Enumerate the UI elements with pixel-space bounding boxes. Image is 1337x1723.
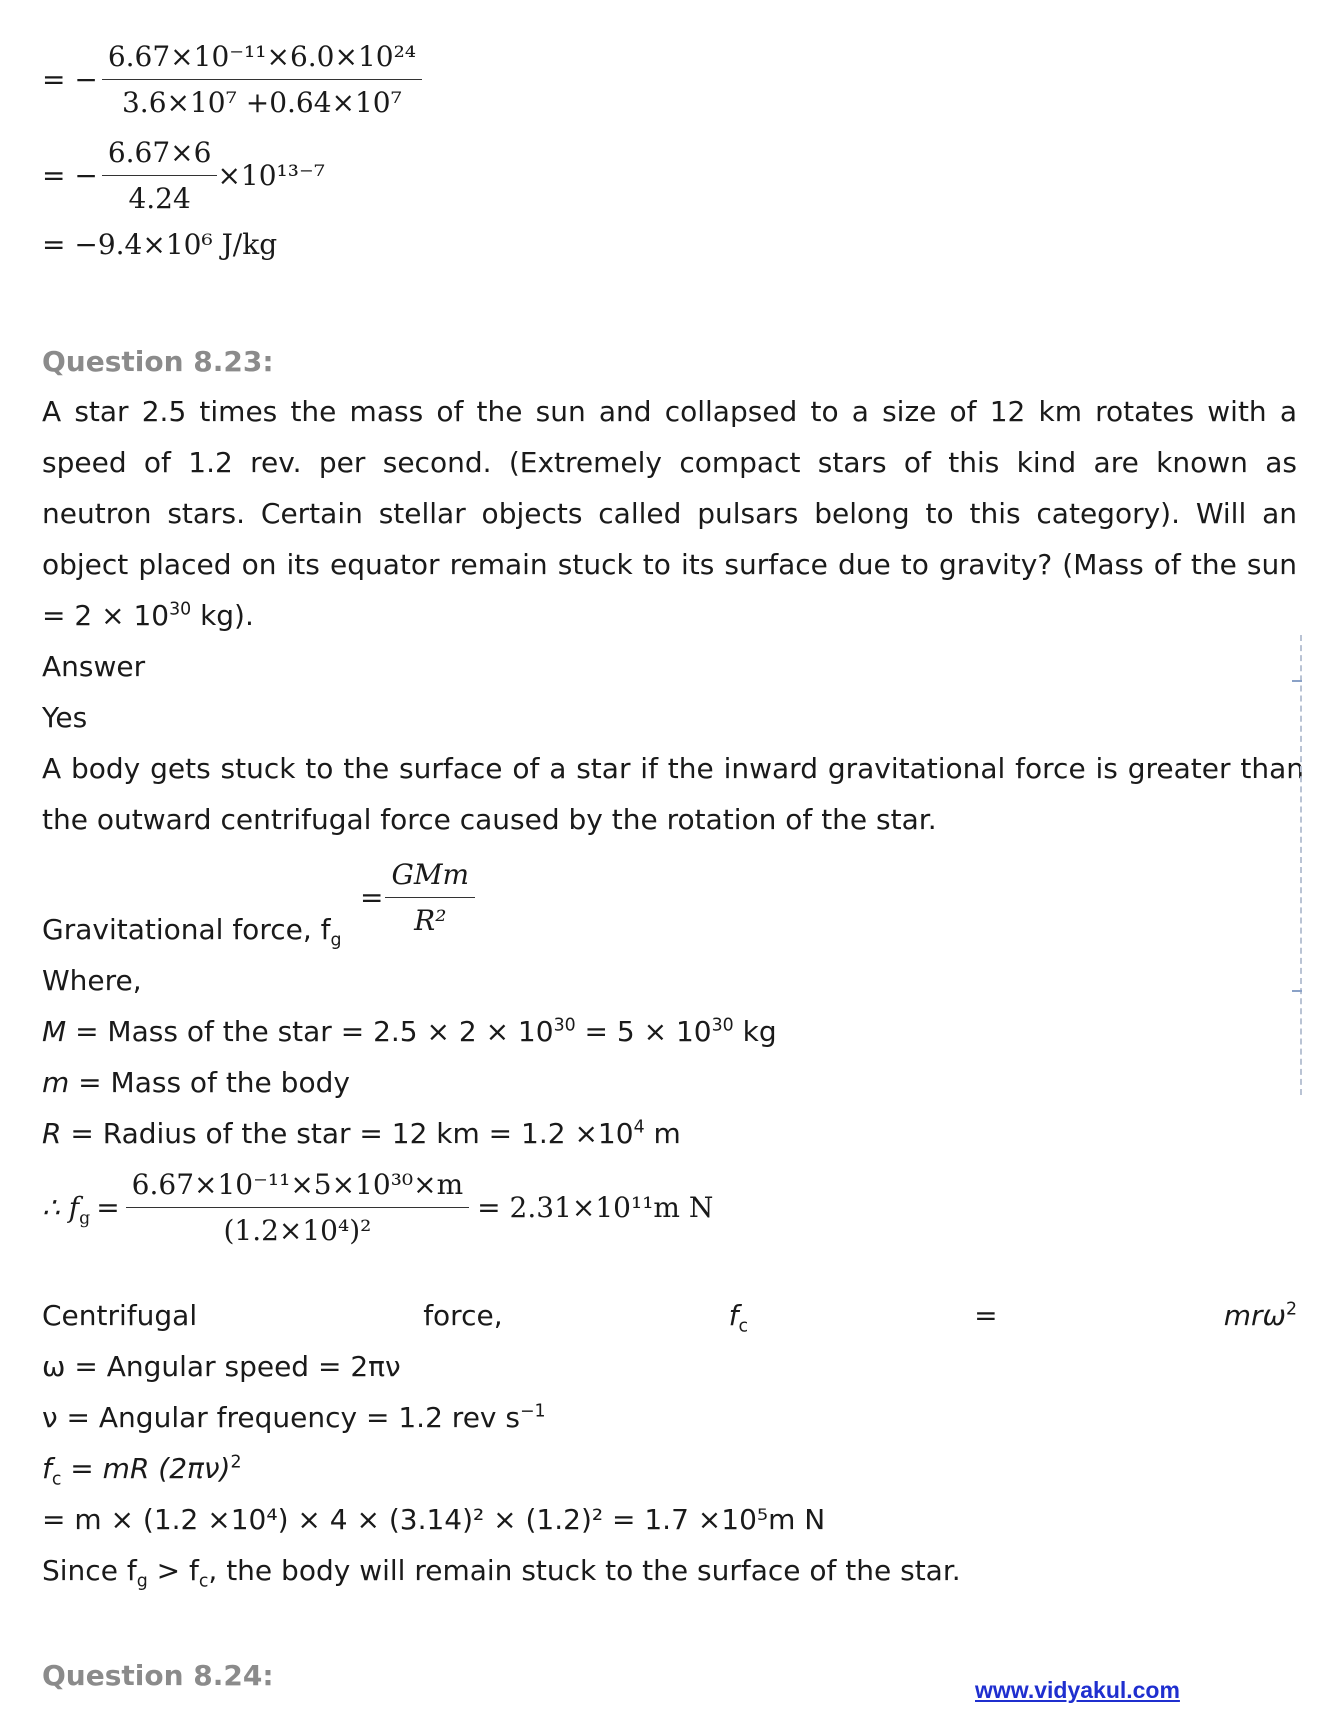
text: Gravitational force, f (42, 913, 331, 946)
numerator: 6.67×6 (107, 136, 212, 169)
fraction (385, 858, 475, 937)
numerator: GMm (391, 858, 470, 891)
text: , the body will remain stuck to the surface of the star. (208, 1554, 961, 1587)
subscript: g (79, 1208, 91, 1229)
grav-force-label (42, 904, 342, 955)
denominator: 4.24 (128, 182, 191, 215)
variable: f (728, 1299, 739, 1332)
denominator: (1.2×10⁴)² (223, 1214, 372, 1247)
variable: M (42, 1015, 67, 1048)
fraction (102, 40, 422, 119)
text: = 5 × 10 (575, 1015, 712, 1048)
exponent: 2 (1285, 1299, 1297, 1320)
fg-calculation (42, 1168, 713, 1247)
derivation-line-2 (42, 136, 325, 215)
text: = Radius of the star = 12 km = 1.2 ×10 (61, 1117, 634, 1150)
equals-sign: = (360, 881, 384, 914)
text: kg (733, 1015, 777, 1048)
question-line-1: A star 2.5 times the mass of the sun and collapsed to a size of 12 km rotates with a (42, 395, 1297, 428)
eq-prefix: = − (42, 159, 98, 192)
site-link[interactable]: www.vidyakul.com (975, 1677, 1180, 1703)
answer-label: Answer (42, 650, 146, 683)
therefore-fg (42, 1191, 91, 1229)
denominator: R² (414, 904, 447, 937)
text: = mR (2πν) (61, 1452, 231, 1485)
text: ∴ f (42, 1191, 80, 1224)
where-label: Where, (42, 964, 142, 997)
explanation-line-2: the outward centrifugal force caused by the rotation of the star. (42, 803, 937, 836)
derivation-line-1 (42, 40, 422, 119)
text: ν = Angular frequency = 1.2 rev s (42, 1401, 520, 1434)
grav-force-formula (360, 858, 475, 937)
side-tick-mark (1292, 990, 1302, 992)
subscript: c (198, 1571, 209, 1592)
nu-line (42, 1392, 546, 1443)
eq-prefix: = − (42, 63, 98, 96)
text: = 2 × 10 (42, 599, 170, 632)
equals-sign: = (96, 1191, 120, 1224)
exponent: 30 (553, 1015, 576, 1036)
conclusion-line (42, 1545, 961, 1596)
variable: R (42, 1117, 62, 1150)
exponent: 30 (169, 599, 192, 620)
exponent: 30 (711, 1015, 734, 1036)
omega-line: ω = Angular speed = 2πν (42, 1350, 401, 1383)
subscript: g (330, 930, 342, 951)
answer-yes: Yes (42, 701, 88, 734)
exponent: 4 (633, 1117, 645, 1138)
side-dashed-line (1300, 635, 1304, 1095)
variable: f (42, 1452, 52, 1485)
exponent: 2 (230, 1452, 242, 1473)
text: Since f (42, 1554, 137, 1587)
subscript: g (136, 1571, 148, 1592)
text: kg). (191, 599, 254, 632)
fc-symbol (729, 1290, 748, 1341)
numerator: 6.67×10⁻¹¹×5×10³⁰×m (131, 1168, 464, 1201)
centrifugal-line (42, 1290, 1297, 1341)
derivation-line-3: = −9.4×10⁶ J/kg (42, 228, 278, 261)
side-tick-mark (1292, 680, 1302, 682)
text: > f (147, 1554, 199, 1587)
variable: m (42, 1066, 70, 1099)
question-line-4: object placed on its equator remain stuck to its surface due to gravity? (Mass of the sun (42, 548, 1297, 581)
text: Centrifugal (42, 1299, 198, 1332)
question-heading: Question 8.23: (42, 345, 274, 378)
fc-line (42, 1443, 242, 1494)
explanation-line-1: A body gets stuck to the surface of a star if the inward gravitational force is greater than (42, 752, 1304, 785)
fc-formula (1224, 1290, 1297, 1341)
text: = Mass of the star = 2.5 × 2 × 10 (66, 1015, 554, 1048)
calc-line: = m × (1.2 ×10⁴) × 4 × (3.14)² × (1.2)² = 1.7 ×10⁵m N (42, 1503, 826, 1536)
exponent: −1 (519, 1401, 546, 1422)
mass-body-line (42, 1057, 350, 1108)
question-line-3: neutron stars. Certain stellar objects called pulsars belong to this category). Will an (42, 497, 1297, 530)
mass-star-line (42, 1006, 777, 1057)
eq-suffix: ×10¹³⁻⁷ (217, 159, 325, 192)
text: = Mass of the body (69, 1066, 350, 1099)
fraction (102, 136, 218, 215)
subscript: c (51, 1469, 62, 1490)
text: m (644, 1117, 681, 1150)
question-line-2: speed of 1.2 rev. per second. (Extremely compact stars of this kind are known as (42, 446, 1297, 479)
equals-sign: = (974, 1299, 998, 1332)
fraction (126, 1168, 470, 1247)
fg-result: = 2.31×10¹¹m N (477, 1191, 714, 1224)
subscript: c (738, 1316, 749, 1337)
numerator: 6.67×10⁻¹¹×6.0×10²⁴ (107, 40, 417, 73)
question-line-5 (42, 590, 254, 641)
question-heading-next: Question 8.24: (42, 1659, 274, 1692)
text: force, (423, 1299, 503, 1332)
radius-line (42, 1108, 681, 1159)
variable: mrω (1223, 1299, 1286, 1332)
denominator: 3.6×10⁷ +0.64×10⁷ (121, 86, 402, 119)
